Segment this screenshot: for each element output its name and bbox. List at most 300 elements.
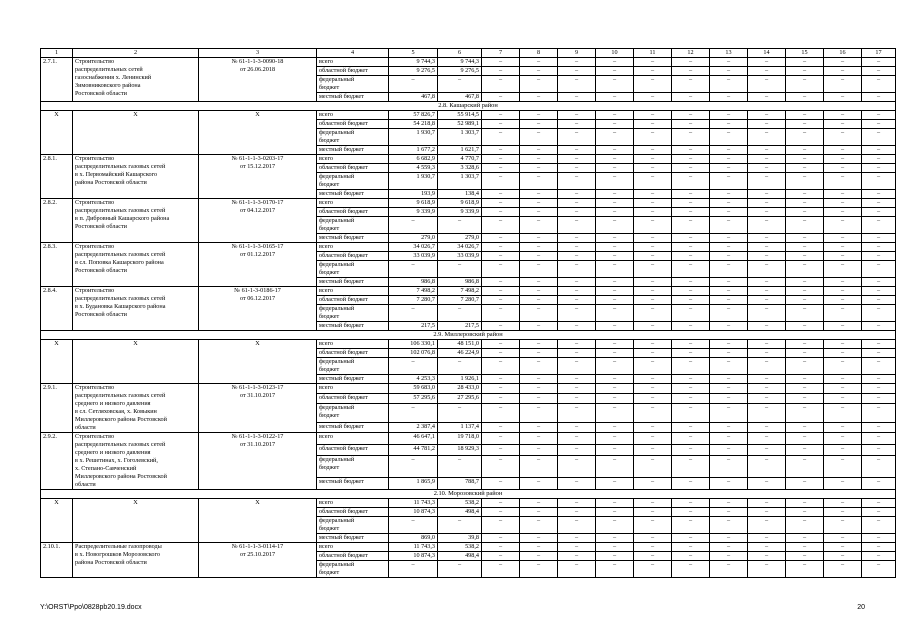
dash-cell: – [748,261,786,278]
dash-cell: – [558,129,596,146]
dash-cell: – [634,278,672,287]
header-cell-17: 17 [862,49,896,58]
funding-source-local: местный бюджет [317,422,389,432]
dash-cell: – [824,146,862,155]
item-number: 2.7.1. [41,58,73,102]
amount-total-local: 1 677,2 [389,146,438,155]
dash-cell: – [786,305,824,322]
dash-cell: – [786,433,824,445]
dash-cell: – [482,305,520,322]
item-number: Х [41,340,73,384]
dash-cell: – [634,478,672,490]
dash-cell: – [862,552,896,561]
dash-cell: – [558,444,596,456]
item-document: № 61-1-1-3-0203-17 от 15.12.2017 [199,155,317,199]
dash-cell: – [748,111,786,120]
dash-cell: – [824,199,862,208]
dash-cell: – [824,111,862,120]
item-number: 2.9.2. [41,433,73,490]
dash-cell: – [786,243,824,252]
funding-source-regional: областной бюджет [317,349,389,358]
amount-current-total: 4 770,7 [438,155,482,164]
page-number: 20 [857,604,865,611]
dash-cell: – [672,517,710,534]
amount-current-federal: – [438,404,482,423]
dash-cell: – [862,146,896,155]
funding-source-regional: областной бюджет [317,508,389,517]
dash-cell: – [482,58,520,67]
file-path: Y:\ORST\Ppo\0828pb20.19.docx [40,604,142,611]
amount-total-local: 986,8 [389,278,438,287]
dash-cell: – [824,499,862,508]
dash-cell: – [710,93,748,102]
dash-cell: – [710,217,748,234]
dash-cell: – [824,155,862,164]
amount-total-regional: 9 276,5 [389,67,438,76]
dash-cell: – [558,111,596,120]
dash-cell: – [786,444,824,456]
dash-cell: – [520,422,558,432]
dash-cell: – [824,76,862,93]
document-table-sheet [40,48,882,578]
dash-cell: – [596,93,634,102]
amount-total-total: 6 682,9 [389,155,438,164]
dash-cell: – [748,93,786,102]
dash-cell: – [786,164,824,173]
dash-cell: – [710,358,748,375]
funding-source-regional: областной бюджет [317,252,389,261]
dash-cell: – [862,234,896,243]
dash-cell: – [710,349,748,358]
dash-cell: – [710,517,748,534]
item-document: Х [199,340,317,384]
amount-current-local: 138,4 [438,190,482,199]
dash-cell: – [520,252,558,261]
dash-cell: – [748,173,786,190]
dash-cell: – [482,340,520,349]
dash-cell: – [862,404,896,423]
dash-cell: – [786,349,824,358]
amount-current-regional: 3 328,6 [438,164,482,173]
dash-cell: – [824,234,862,243]
dash-cell: – [672,349,710,358]
item-name: Х [73,340,199,384]
dash-cell: – [824,129,862,146]
funding-source-total: всего [317,287,389,296]
dash-cell: – [862,543,896,552]
header-cell-3: 3 [199,49,317,58]
dash-cell: – [558,261,596,278]
header-cell-14: 14 [748,49,786,58]
amount-total-local: 467,8 [389,93,438,102]
item-document: № 61-1-1-3-0114-17 от 25.10.2017 [199,543,317,578]
amount-total-local: 193,9 [389,190,438,199]
dash-cell: – [824,456,862,478]
item-name: Строительство распределительных газовых сетей в п. Дибровный Кашарского района Ростовской области [73,199,199,243]
dash-cell: – [710,190,748,199]
dash-cell: – [634,199,672,208]
dash-cell: – [862,76,896,93]
dash-cell: – [634,561,672,578]
dash-cell: – [634,173,672,190]
funding-source-federal: федеральный бюджет [317,561,389,578]
dash-cell: – [748,146,786,155]
dash-cell: – [520,199,558,208]
dash-cell: – [862,340,896,349]
dash-cell: – [710,499,748,508]
dash-cell: – [824,190,862,199]
dash-cell: – [596,278,634,287]
dash-cell: – [520,375,558,384]
dash-cell: – [862,252,896,261]
amount-total-total: 59 683,0 [389,384,438,394]
dash-cell: – [710,422,748,432]
dash-cell: – [672,358,710,375]
dash-cell: – [748,67,786,76]
dash-cell: – [520,384,558,394]
dash-cell: – [558,358,596,375]
dash-cell: – [672,217,710,234]
amount-total-regional: 44 781,2 [389,444,438,456]
dash-cell: – [596,444,634,456]
amount-current-total: 538,2 [438,543,482,552]
dash-cell: – [672,508,710,517]
dash-cell: – [482,517,520,534]
header-cell-11: 11 [634,49,672,58]
dash-cell: – [824,93,862,102]
dash-cell: – [558,243,596,252]
dash-cell: – [672,375,710,384]
item-number: 2.8.2. [41,199,73,243]
table-row [41,340,896,349]
dash-cell: – [824,252,862,261]
dash-cell: – [748,199,786,208]
dash-cell: – [482,287,520,296]
dash-cell: – [786,217,824,234]
amount-current-total: 28 433,0 [438,384,482,394]
dash-cell: – [634,129,672,146]
dash-cell: – [596,296,634,305]
dash-cell: – [520,322,558,331]
dash-cell: – [672,208,710,217]
item-document: № 61-1-1-3-0123-17 от 31.10.2017 [199,384,317,433]
dash-cell: – [596,190,634,199]
amount-total-local: 279,0 [389,234,438,243]
dash-cell: – [520,164,558,173]
amount-total-local: 4 253,3 [389,375,438,384]
dash-cell: – [520,76,558,93]
dash-cell: – [634,404,672,423]
dash-cell: – [558,375,596,384]
dash-cell: – [520,243,558,252]
dash-cell: – [710,433,748,445]
amount-current-total: 7 498,2 [438,287,482,296]
dash-cell: – [596,508,634,517]
dash-cell: – [558,422,596,432]
dash-cell: – [634,67,672,76]
item-name: Распределительные газопроводы в х. Новогрошков Морозовского района Ростовской области [73,543,199,578]
dash-cell: – [824,243,862,252]
dash-cell: – [520,349,558,358]
dash-cell: – [862,155,896,164]
table-row [41,199,896,208]
amount-current-federal: – [438,517,482,534]
dash-cell: – [824,58,862,67]
dash-cell: – [786,287,824,296]
amount-current-federal: – [438,358,482,375]
dash-cell: – [672,433,710,445]
dash-cell: – [672,252,710,261]
funding-source-local: местный бюджет [317,93,389,102]
dash-cell: – [672,296,710,305]
dash-cell: – [672,404,710,423]
dash-cell: – [862,278,896,287]
dash-cell: – [786,76,824,93]
dash-cell: – [558,120,596,129]
dash-cell: – [824,322,862,331]
dash-cell: – [862,164,896,173]
dash-cell: – [748,404,786,423]
header-cell-13: 13 [710,49,748,58]
dash-cell: – [596,322,634,331]
dash-cell: – [710,508,748,517]
dash-cell: – [558,93,596,102]
dash-cell: – [710,444,748,456]
dash-cell: – [710,129,748,146]
dash-cell: – [482,499,520,508]
item-name: Строительство распределительных газовых сетей среднего и низкого давления в сл. Сетляховская, х. Ковыкин Миллеровского района Ростовской области [73,384,199,433]
dash-cell: – [672,234,710,243]
dash-cell: – [824,517,862,534]
amount-total-federal: – [389,517,438,534]
dash-cell: – [596,305,634,322]
section-row-s28 [41,102,896,111]
dash-cell: – [786,146,824,155]
dash-cell: – [748,349,786,358]
funding-source-total: всего [317,111,389,120]
dash-cell: – [482,552,520,561]
funding-source-local: местный бюджет [317,278,389,287]
dash-cell: – [596,534,634,543]
amount-current-local: 279,0 [438,234,482,243]
dash-cell: – [558,340,596,349]
dash-cell: – [634,234,672,243]
funding-source-local: местный бюджет [317,234,389,243]
dash-cell: – [482,404,520,423]
funding-source-local: местный бюджет [317,146,389,155]
dash-cell: – [634,543,672,552]
dash-cell: – [710,278,748,287]
dash-cell: – [520,190,558,199]
table-row [41,58,896,67]
amount-current-federal: – [438,76,482,93]
dash-cell: – [748,208,786,217]
dash-cell: – [710,404,748,423]
amount-current-total: 34 026,7 [438,243,482,252]
dash-cell: – [634,164,672,173]
dash-cell: – [596,340,634,349]
funding-source-local: местный бюджет [317,322,389,331]
amount-total-federal: – [389,76,438,93]
header-cell-10: 10 [596,49,634,58]
dash-cell: – [748,552,786,561]
dash-cell: – [710,534,748,543]
dash-cell: – [596,199,634,208]
dash-cell: – [672,199,710,208]
dash-cell: – [672,146,710,155]
dash-cell: – [786,422,824,432]
amount-total-regional: 10 874,3 [389,552,438,561]
header-row [41,49,896,58]
dash-cell: – [710,322,748,331]
dash-cell: – [596,349,634,358]
dash-cell: – [824,508,862,517]
item-name: Строительство распределительных газовых сетей в х. Первомайский Кашарского района Ростовской области [73,155,199,199]
dash-cell: – [558,234,596,243]
dash-cell: – [862,433,896,445]
dash-cell: – [672,394,710,404]
dash-cell: – [862,394,896,404]
item-document: № 61-1-1-3-0090-18 от 26.06.2018 [199,58,317,102]
table-row [41,155,896,164]
dash-cell: – [710,252,748,261]
dash-cell: – [862,305,896,322]
dash-cell: – [558,252,596,261]
item-number: 2.8.4. [41,287,73,331]
dash-cell: – [634,155,672,164]
dash-cell: – [710,67,748,76]
dash-cell: – [748,164,786,173]
dash-cell: – [824,561,862,578]
dash-cell: – [520,456,558,478]
dash-cell: – [520,287,558,296]
dash-cell: – [672,287,710,296]
dash-cell: – [482,129,520,146]
dash-cell: – [862,217,896,234]
dash-cell: – [862,375,896,384]
dash-cell: – [482,217,520,234]
dash-cell: – [710,375,748,384]
funding-source-total: всего [317,340,389,349]
dash-cell: – [786,261,824,278]
dash-cell: – [558,173,596,190]
dash-cell: – [558,517,596,534]
amount-current-local: 467,8 [438,93,482,102]
dash-cell: – [672,111,710,120]
amount-total-regional: 102 076,8 [389,349,438,358]
funding-source-regional: областной бюджет [317,120,389,129]
dash-cell: – [672,456,710,478]
amount-current-regional: 498,4 [438,552,482,561]
dash-cell: – [596,561,634,578]
amount-total-federal: – [389,404,438,423]
funding-source-local: местный бюджет [317,375,389,384]
dash-cell: – [634,305,672,322]
dash-cell: – [786,384,824,394]
dash-cell: – [520,129,558,146]
dash-cell: – [558,164,596,173]
dash-cell: – [596,155,634,164]
dash-cell: – [634,375,672,384]
dash-cell: – [558,349,596,358]
amount-current-federal: – [438,261,482,278]
dash-cell: – [634,322,672,331]
dash-cell: – [520,217,558,234]
dash-cell: – [634,422,672,432]
dash-cell: – [672,190,710,199]
dash-cell: – [748,340,786,349]
dash-cell: – [596,543,634,552]
dash-cell: – [824,552,862,561]
amount-current-local: 788,7 [438,478,482,490]
dash-cell: – [862,322,896,331]
dash-cell: – [558,155,596,164]
dash-cell: – [786,208,824,217]
dash-cell: – [596,552,634,561]
dash-cell: – [634,287,672,296]
dash-cell: – [520,517,558,534]
dash-cell: – [482,349,520,358]
dash-cell: – [672,478,710,490]
dash-cell: – [748,305,786,322]
dash-cell: – [482,67,520,76]
dash-cell: – [482,243,520,252]
dash-cell: – [482,384,520,394]
dash-cell: – [786,561,824,578]
table-row [41,499,896,508]
dash-cell: – [558,561,596,578]
dash-cell: – [520,146,558,155]
dash-cell: – [748,422,786,432]
dash-cell: – [672,164,710,173]
dash-cell: – [748,517,786,534]
dash-cell: – [520,261,558,278]
header-cell-15: 15 [786,49,824,58]
dash-cell: – [786,155,824,164]
funding-source-total: всего [317,384,389,394]
dash-cell: – [748,508,786,517]
amount-current-federal: 1 303,7 [438,173,482,190]
dash-cell: – [520,155,558,164]
dash-cell: – [634,217,672,234]
dash-cell: – [634,296,672,305]
amount-total-federal: – [389,305,438,322]
dash-cell: – [786,358,824,375]
amount-current-total: 48 151,0 [438,340,482,349]
dash-cell: – [482,478,520,490]
item-document: № 61-1-1-3-0165-17 от 01.12.2017 [199,243,317,287]
dash-cell: – [862,67,896,76]
item-document: № 61-1-1-3-0170-17 от 04.12.2017 [199,199,317,243]
dash-cell: – [862,261,896,278]
dash-cell: – [786,375,824,384]
dash-cell: – [748,217,786,234]
dash-cell: – [520,120,558,129]
dash-cell: – [634,444,672,456]
dash-cell: – [482,120,520,129]
dash-cell: – [520,394,558,404]
dash-cell: – [596,287,634,296]
dash-cell: – [824,164,862,173]
dash-cell: – [672,543,710,552]
dash-cell: – [786,93,824,102]
funding-source-federal: федеральный бюджет [317,173,389,190]
dash-cell: – [482,155,520,164]
dash-cell: – [596,173,634,190]
dash-cell: – [824,278,862,287]
dash-cell: – [672,93,710,102]
amount-total-federal: – [389,358,438,375]
